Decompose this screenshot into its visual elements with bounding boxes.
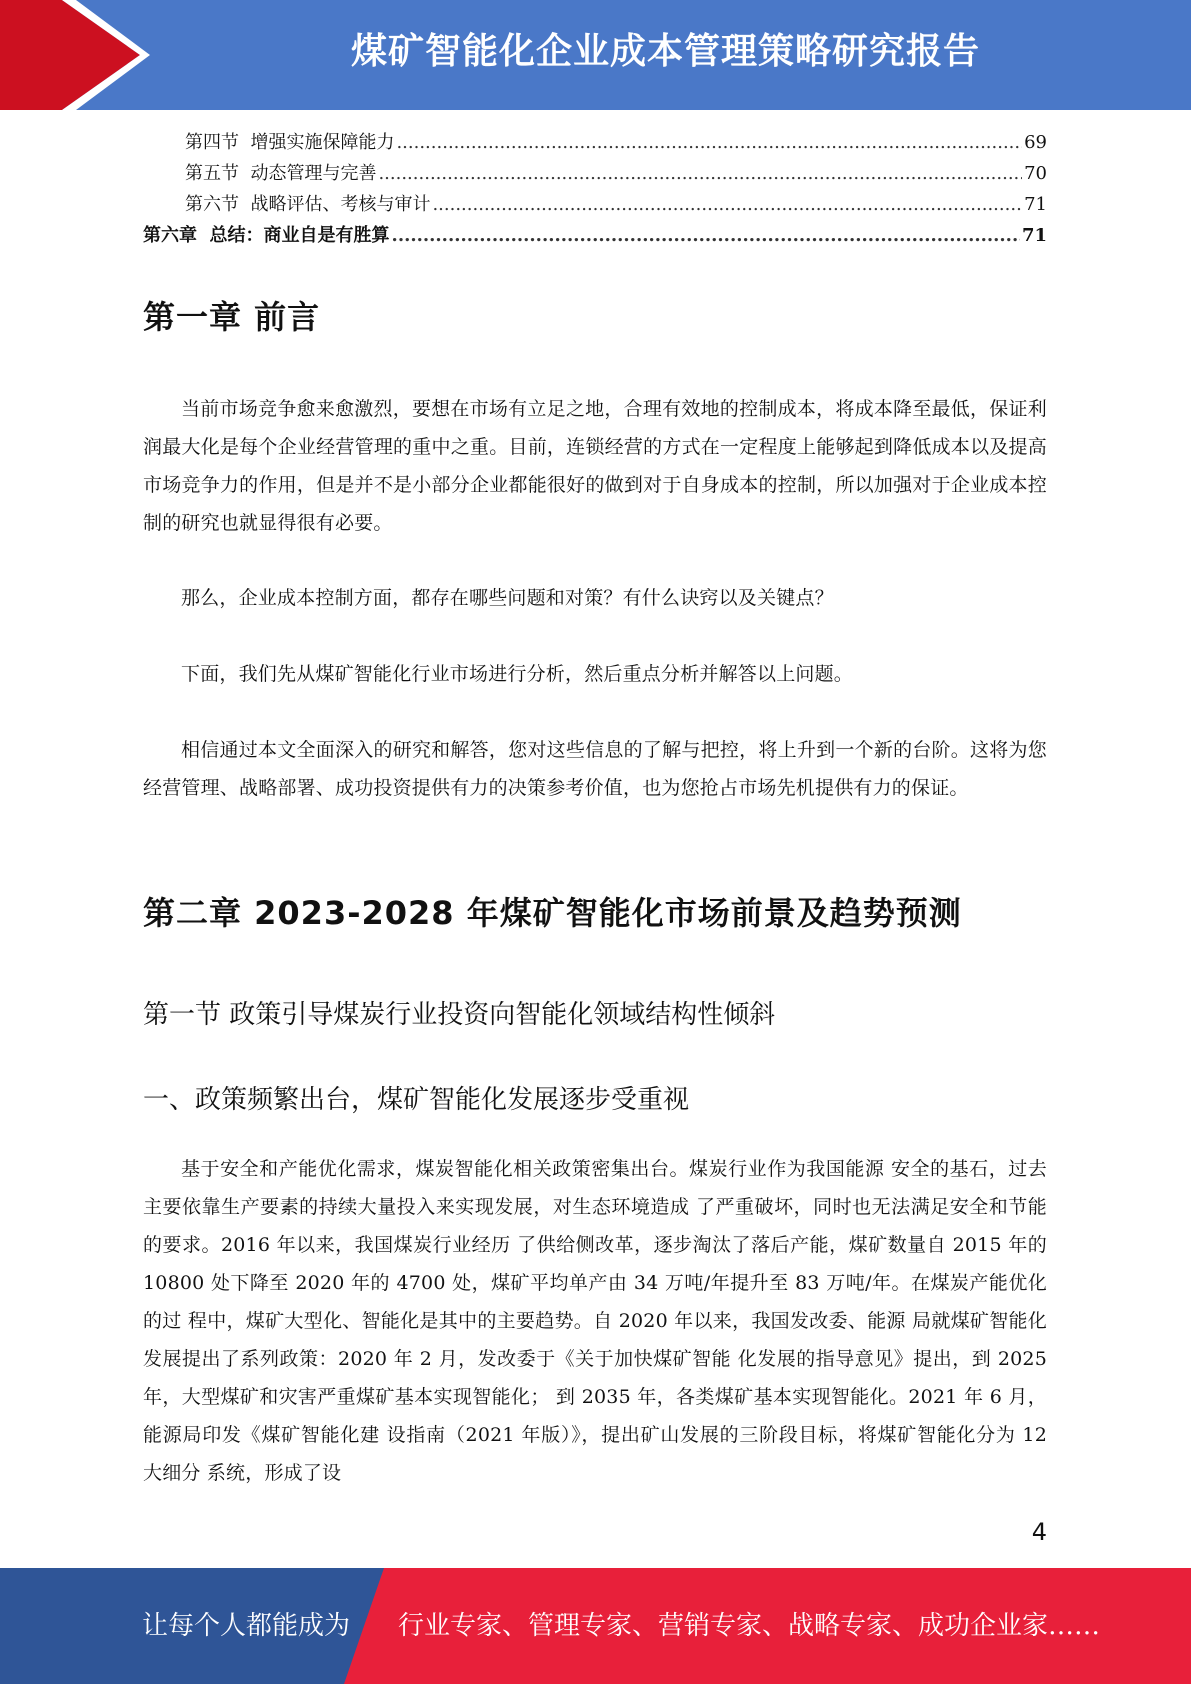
chapter-1-heading: 第一章 前言	[143, 298, 321, 336]
chapter-2-paragraph-1: 基于安全和产能优化需求，煤炭智能化相关政策密集出台。煤炭行业作为我国能源 安全的基石，过去主要依靠生产要素的持续大量投入来实现发展，对生态环境造成 了严重破坏，同时也无法满足安全和节能的要求。2016 年以来，我国煤炭行业经历 了供给侧改革，逐步淘汰了落后产能，煤矿数量自 2015 年的 10800 处下降至 2020 年的 4700 处，煤矿平均单产由 34 万吨/年提升至 83 万吨/年。在煤炭产能优化的过 程中，煤矿大型化、智能化是其中的主要趋势。自 2020 年以来，我国发改委、能源 局就煤矿智能化发展提出了系列政策：2020 年 2 月，发改委于《关于加快煤矿智能 化发展的指导意见》提出，到 2025 年，大型煤矿和灾害严重煤矿基本实现智能化； 到 2035 年，各类煤矿基本实现智能化。2021 年 6 月，能源局印发《煤矿智能化建 设指南（2021 年版）》，提出矿山发展的三阶段目标，将煤矿智能化分为 12 大细分 系统，形成了设	[143, 1158, 1047, 1484]
table-of-contents	[143, 128, 1047, 252]
toc-entry-page: 71	[1024, 194, 1047, 215]
chapter-1-paragraph-4: 相信通过本文全面深入的研究和解答，您对这些信息的了解与把控，将上升到一个新的台阶。这将为您经营管理、战略部署、成功投资提供有力的决策参考价值，也为您抢占市场先机提供有力的保证。	[143, 739, 1047, 799]
header-arrow-decoration	[0, 0, 150, 110]
toc-leader-dots	[378, 163, 1022, 184]
chapter-1-paragraph-2: 那么，企业成本控制方面，都存在哪些问题和对策？有什么诀窍以及关键点？	[181, 587, 834, 609]
toc-entry-label: 第六章 总结：商业自是有胜算	[143, 225, 390, 246]
toc-entry[interactable]	[143, 159, 1047, 190]
page-footer	[0, 1568, 1191, 1684]
chapter-2-heading: 第二章 2023-2028 年煤矿智能化市场前景及趋势预测	[143, 894, 962, 932]
report-title: 煤矿智能化企业成本管理策略研究报告	[350, 31, 980, 72]
toc-entry[interactable]	[143, 128, 1047, 159]
toc-entry-label: 第六节 战略评估、考核与审计	[185, 194, 431, 215]
section-1-heading: 第一节 政策引导煤炭行业投资向智能化领域结构性倾斜	[143, 1000, 776, 1030]
footer-slogan-left: 让每个人都能成为	[142, 1611, 351, 1641]
subsection-1-heading: 一、政策频繁出台，煤矿智能化发展逐步受重视	[143, 1085, 690, 1115]
toc-leader-dots	[396, 132, 1022, 153]
toc-entry-page: 69	[1024, 132, 1047, 153]
toc-entry-label: 第四节 增强实施保障能力	[185, 132, 395, 153]
footer-slogan-right: 行业专家、管理专家、营销专家、战略专家、成功企业家……	[398, 1611, 1101, 1641]
toc-entry-chapter[interactable]	[143, 221, 1047, 252]
chapter-1-paragraph-3: 下面，我们先从煤矿智能化行业市场进行分析，然后重点分析并解答以上问题。	[181, 663, 854, 685]
toc-leader-dots	[432, 194, 1022, 215]
chapter-1-paragraph-1: 当前市场竞争愈来愈激烈，要想在市场有立足之地，合理有效地的控制成本，将成本降至最低，保证利润最大化是每个企业经营管理的重中之重。目前，连锁经营的方式在一定程度上能够起到降低成本以及提高市场竞争力的作用，但是并不是小部分企业都能很好的做到对于自身成本的控制，所以加强对于企业成本控制的研究也就显得很有必要。	[143, 398, 1047, 534]
toc-entry-page: 70	[1024, 163, 1047, 184]
toc-entry-label: 第五节 动态管理与完善	[185, 163, 377, 184]
toc-entry[interactable]	[143, 190, 1047, 221]
page-number: 4	[1031, 1518, 1047, 1546]
toc-entry-page: 71	[1021, 225, 1047, 246]
page-header	[0, 0, 1191, 110]
toc-leader-dots	[392, 225, 1020, 246]
